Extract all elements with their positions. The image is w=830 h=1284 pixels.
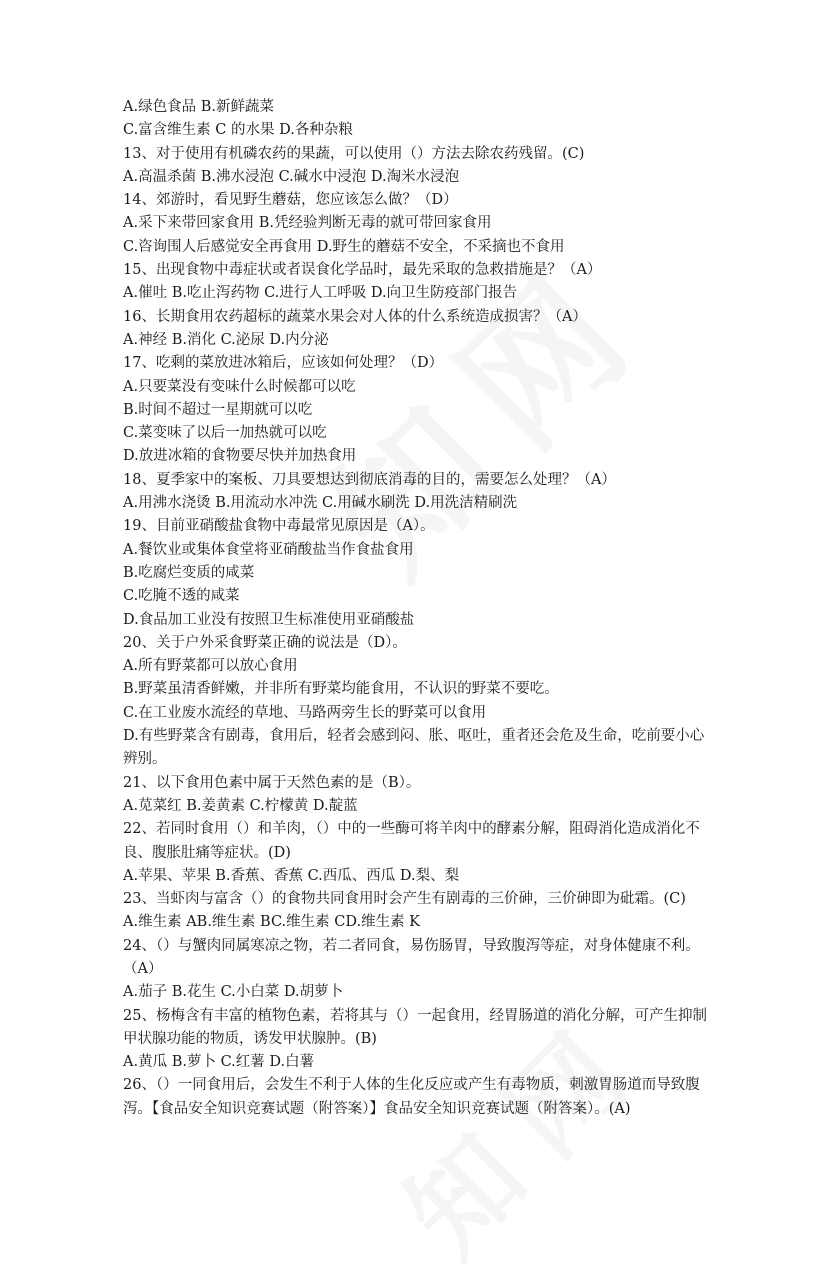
text-line: 24、（）与蟹肉同属寒凉之物，若二者同食，易伤肠胃，导致腹泻等症，对身体健康不利。	[123, 937, 700, 954]
text-line: A.茄子 B.花生 C.小白菜 D.胡萝卜	[123, 984, 344, 1001]
text-line: A.催吐 B.吃止泻药物 C.进行人工呼吸 D.向卫生防疫部门报告	[123, 285, 518, 302]
text-line: A.苹果、苹果 B.香蕉、香蕉 C.西瓜、西瓜 D.梨、梨	[123, 867, 460, 884]
text-line: 泻。【食品安全知识竞赛试题（附答案）】食品安全知识竞赛试题（附答案）。(A)	[123, 1100, 631, 1117]
text-line: A.维生素 AB.维生素 BC.维生素 CD.维生素 K	[123, 914, 421, 931]
text-line: 23、当虾肉与富含（）的食物共同食用时会产生有剧毒的三价砷，三价砷即为砒霜。(C)	[123, 891, 686, 908]
text-line: A.苋菜红 B.姜黄素 C.柠檬黄 D.靛蓝	[123, 797, 358, 814]
text-line: （A）	[123, 960, 163, 977]
text-line: 良、腹胀肚痛等症状。(D)	[123, 844, 291, 861]
text-line: 18、夏季家中的案板、刀具要想达到彻底消毒的目的，需要怎么处理？（A）	[123, 471, 616, 488]
text-line: A.采下来带回家食用 B.凭经验判断无毒的就可带回家食用	[123, 215, 492, 232]
text-line: B.野菜虽清香鲜嫩，并非所有野菜均能食用，不认识的野菜不要吃。	[123, 681, 559, 698]
text-line: C.富含维生素 C 的水果 D.各种杂粮	[123, 122, 353, 139]
text-line: 17、吃剩的菜放进冰箱后，应该如何处理？（D）	[123, 355, 444, 372]
text-line: C.咨询围人后感觉安全再食用 D.野生的蘑菇不安全，不采摘也不食用	[123, 238, 565, 255]
text-line: A.餐饮业或集体食堂将亚硝酸盐当作食盐食用	[123, 541, 414, 558]
text-line: A.只要菜没有变味什么时候都可以吃	[123, 378, 356, 395]
text-line: 21、以下食用色素中属于天然色素的是（B）。	[123, 774, 421, 791]
text-line: 26、（）一同食用后，会发生不利于人体的生化反应或产生有毒物质，刺激胃肠道而导致腹	[123, 1077, 700, 1094]
text-line: A.高温杀菌 B.沸水浸泡 C.碱水中浸泡 D.淘米水浸泡	[123, 168, 460, 185]
text-line: B.时间不超过一星期就可以吃	[123, 401, 313, 418]
text-line: A.用沸水浇烫 B.用流动水冲洗 C.用碱水刷洗 D.用洗洁精刷洗	[123, 495, 518, 512]
text-line: C.在工业废水流经的草地、马路两旁生长的野菜可以食用	[123, 704, 487, 721]
text-line: A.黄瓜 B.萝卜 C.红薯 D.白薯	[123, 1054, 315, 1071]
document-body	[123, 96, 719, 1121]
text-line: C.吃腌不透的咸菜	[123, 588, 240, 605]
text-line: 19、目前亚硝酸盐食物中毒最常见原因是（A）。	[123, 518, 435, 535]
text-line: 16、长期食用农药超标的蔬菜水果会对人体的什么系统造成损害？（A）	[123, 308, 587, 325]
text-line: 13、对于使用有机磷农药的果蔬，可以使用（）方法去除农药残留。(C)	[123, 145, 585, 162]
text-line: 25、杨梅含有丰富的植物色素，若将其与（）一起食用，经胃肠道的消化分解，可产生抑制	[123, 1007, 707, 1024]
text-line: 20、关于户外采食野菜正确的说法是（D）。	[123, 634, 407, 651]
text-line: D.有些野菜含有剧毒，食用后，轻者会感到闷、胀、呕吐，重者还会危及生命，吃前要小心	[123, 728, 705, 745]
text-line: 辨别。	[123, 751, 167, 768]
text-line: C.菜变味了以后一加热就可以吃	[123, 425, 327, 442]
text-line: D.放进冰箱的食物要尽快并加热食用	[123, 448, 357, 465]
text-line: 15、出现食物中毒症状或者误食化学品时，最先采取的急救措施是？（A）	[123, 262, 602, 279]
text-line: 22、若同时食用（）和羊肉，（）中的一些酶可将羊肉中的酵素分解，阻碍消化造成消化不	[123, 821, 700, 838]
text-line: A.神经 B.消化 C.泌尿 D.内分泌	[123, 331, 329, 348]
text-line: 14、郊游时，看见野生蘑菇，您应该怎么做？（D）	[123, 192, 458, 209]
text-line: B.吃腐烂变质的咸菜	[123, 564, 255, 581]
text-line: A.所有野菜都可以放心食用	[123, 658, 298, 675]
text-line: 甲状腺功能的物质，诱发甲状腺肿。(B)	[123, 1030, 377, 1047]
text-line: D.食品加工业没有按照卫生标准使用亚硝酸盐	[123, 611, 415, 628]
text-line: A.绿色食品 B.新鲜蔬菜	[123, 99, 274, 115]
